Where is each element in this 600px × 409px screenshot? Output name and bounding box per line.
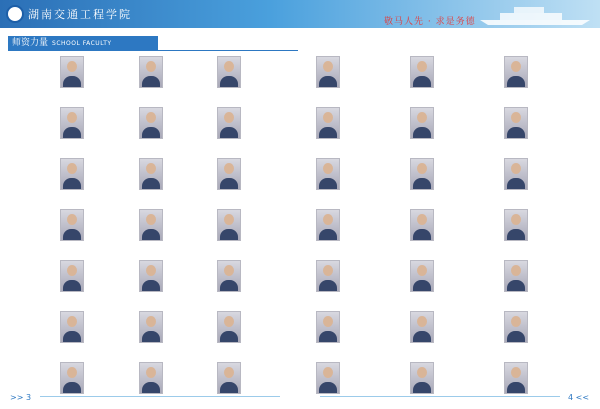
faculty-bio (243, 158, 292, 207)
faculty-card (60, 56, 135, 105)
page-number-left: >> 3 (10, 393, 32, 402)
faculty-card (139, 107, 214, 156)
faculty-bio (342, 209, 406, 258)
faculty-card (139, 260, 214, 309)
faculty-photo (217, 56, 241, 88)
faculty-bio (342, 311, 406, 360)
faculty-photo (217, 362, 241, 394)
faculty-bio (86, 311, 135, 360)
faculty-card (139, 209, 214, 258)
faculty-card (316, 107, 406, 156)
faculty-photo (410, 158, 434, 190)
section-subtitle: SCHOOL FACULTY (52, 40, 112, 47)
faculty-card (504, 158, 594, 207)
faculty-photo (504, 260, 528, 292)
faculty-bio (436, 56, 500, 105)
faculty-card (217, 311, 292, 360)
faculty-bio (436, 362, 500, 409)
faculty-card (60, 311, 135, 360)
faculty-photo (410, 311, 434, 343)
faculty-photo (139, 260, 163, 292)
faculty-bio (165, 209, 214, 258)
faculty-card (316, 260, 406, 309)
section-title: 师资力量 (12, 38, 49, 48)
faculty-card (410, 311, 500, 360)
faculty-card (410, 362, 500, 409)
faculty-bio (165, 158, 214, 207)
faculty-card (504, 56, 594, 105)
faculty-bio (165, 362, 214, 409)
faculty-photo (217, 158, 241, 190)
faculty-photo (410, 362, 434, 394)
faculty-card (217, 260, 292, 309)
faculty-bio (436, 209, 500, 258)
faculty-bio (436, 107, 500, 156)
faculty-card (217, 56, 292, 105)
faculty-bio (86, 260, 135, 309)
faculty-photo (217, 107, 241, 139)
faculty-card (410, 107, 500, 156)
faculty-bio (342, 107, 406, 156)
faculty-bio (86, 56, 135, 105)
faculty-card (410, 158, 500, 207)
faculty-bio (165, 260, 214, 309)
faculty-bio (243, 260, 292, 309)
faculty-bio (342, 260, 406, 309)
faculty-bio (243, 209, 292, 258)
faculty-card (60, 260, 135, 309)
faculty-photo (316, 107, 340, 139)
faculty-photo (60, 362, 84, 394)
section-divider (158, 50, 298, 51)
faculty-bio (243, 107, 292, 156)
faculty-photo (217, 209, 241, 241)
faculty-photo (217, 260, 241, 292)
faculty-bio (243, 311, 292, 360)
faculty-card (217, 209, 292, 258)
faculty-grid-left (60, 56, 292, 409)
faculty-card (316, 311, 406, 360)
faculty-bio (86, 362, 135, 409)
faculty-photo (60, 56, 84, 88)
faculty-photo (316, 362, 340, 394)
faculty-bio (165, 56, 214, 105)
faculty-bio (530, 158, 594, 207)
footer-divider-right (320, 396, 560, 397)
faculty-bio (86, 209, 135, 258)
faculty-photo (60, 107, 84, 139)
faculty-photo (504, 209, 528, 241)
faculty-bio (530, 56, 594, 105)
faculty-bio (342, 56, 406, 105)
faculty-card (316, 209, 406, 258)
faculty-bio (530, 311, 594, 360)
faculty-card (410, 209, 500, 258)
faculty-photo (139, 158, 163, 190)
faculty-card (217, 107, 292, 156)
faculty-card (60, 362, 135, 409)
faculty-card (504, 260, 594, 309)
faculty-card (60, 107, 135, 156)
faculty-card (217, 158, 292, 207)
faculty-card (139, 158, 214, 207)
faculty-bio (436, 311, 500, 360)
faculty-bio (243, 56, 292, 105)
faculty-photo (217, 311, 241, 343)
footer-divider-left (40, 396, 280, 397)
faculty-photo (316, 158, 340, 190)
faculty-bio (436, 158, 500, 207)
faculty-card (504, 209, 594, 258)
faculty-bio (342, 362, 406, 409)
faculty-card (316, 56, 406, 105)
faculty-photo (139, 362, 163, 394)
faculty-photo (504, 56, 528, 88)
faculty-bio (342, 158, 406, 207)
faculty-card (316, 158, 406, 207)
school-motto: 敬马人先 · 求是务德 (384, 17, 476, 27)
faculty-photo (504, 311, 528, 343)
faculty-card (139, 362, 214, 409)
header-banner (0, 0, 600, 28)
page-number-right: 4 << (568, 393, 590, 402)
faculty-photo (504, 107, 528, 139)
faculty-photo (60, 311, 84, 343)
faculty-photo (504, 362, 528, 394)
faculty-section-title (8, 36, 158, 51)
faculty-grid-right (316, 56, 594, 409)
faculty-bio (530, 260, 594, 309)
faculty-card (504, 107, 594, 156)
faculty-photo (139, 56, 163, 88)
faculty-photo (410, 107, 434, 139)
faculty-bio (165, 107, 214, 156)
faculty-bio (243, 362, 292, 409)
faculty-card (410, 56, 500, 105)
faculty-card (139, 56, 214, 105)
faculty-bio (86, 107, 135, 156)
faculty-bio (530, 107, 594, 156)
faculty-photo (410, 260, 434, 292)
faculty-card (410, 260, 500, 309)
faculty-bio (86, 158, 135, 207)
faculty-photo (60, 158, 84, 190)
faculty-photo (139, 107, 163, 139)
ship-icon (476, 2, 596, 26)
faculty-photo (410, 209, 434, 241)
faculty-photo (60, 209, 84, 241)
faculty-bio (530, 209, 594, 258)
school-logo-icon (6, 5, 24, 23)
faculty-bio (436, 260, 500, 309)
faculty-photo (139, 311, 163, 343)
faculty-card (139, 311, 214, 360)
faculty-photo (410, 56, 434, 88)
faculty-card (217, 362, 292, 409)
faculty-photo (316, 209, 340, 241)
faculty-card (60, 158, 135, 207)
faculty-photo (316, 56, 340, 88)
faculty-photo (316, 260, 340, 292)
faculty-photo (504, 158, 528, 190)
faculty-bio (165, 311, 214, 360)
school-name: 湖南交通工程学院 (28, 8, 132, 21)
faculty-photo (316, 311, 340, 343)
faculty-card (60, 209, 135, 258)
faculty-card (316, 362, 406, 409)
faculty-photo (60, 260, 84, 292)
faculty-card (504, 311, 594, 360)
faculty-photo (139, 209, 163, 241)
